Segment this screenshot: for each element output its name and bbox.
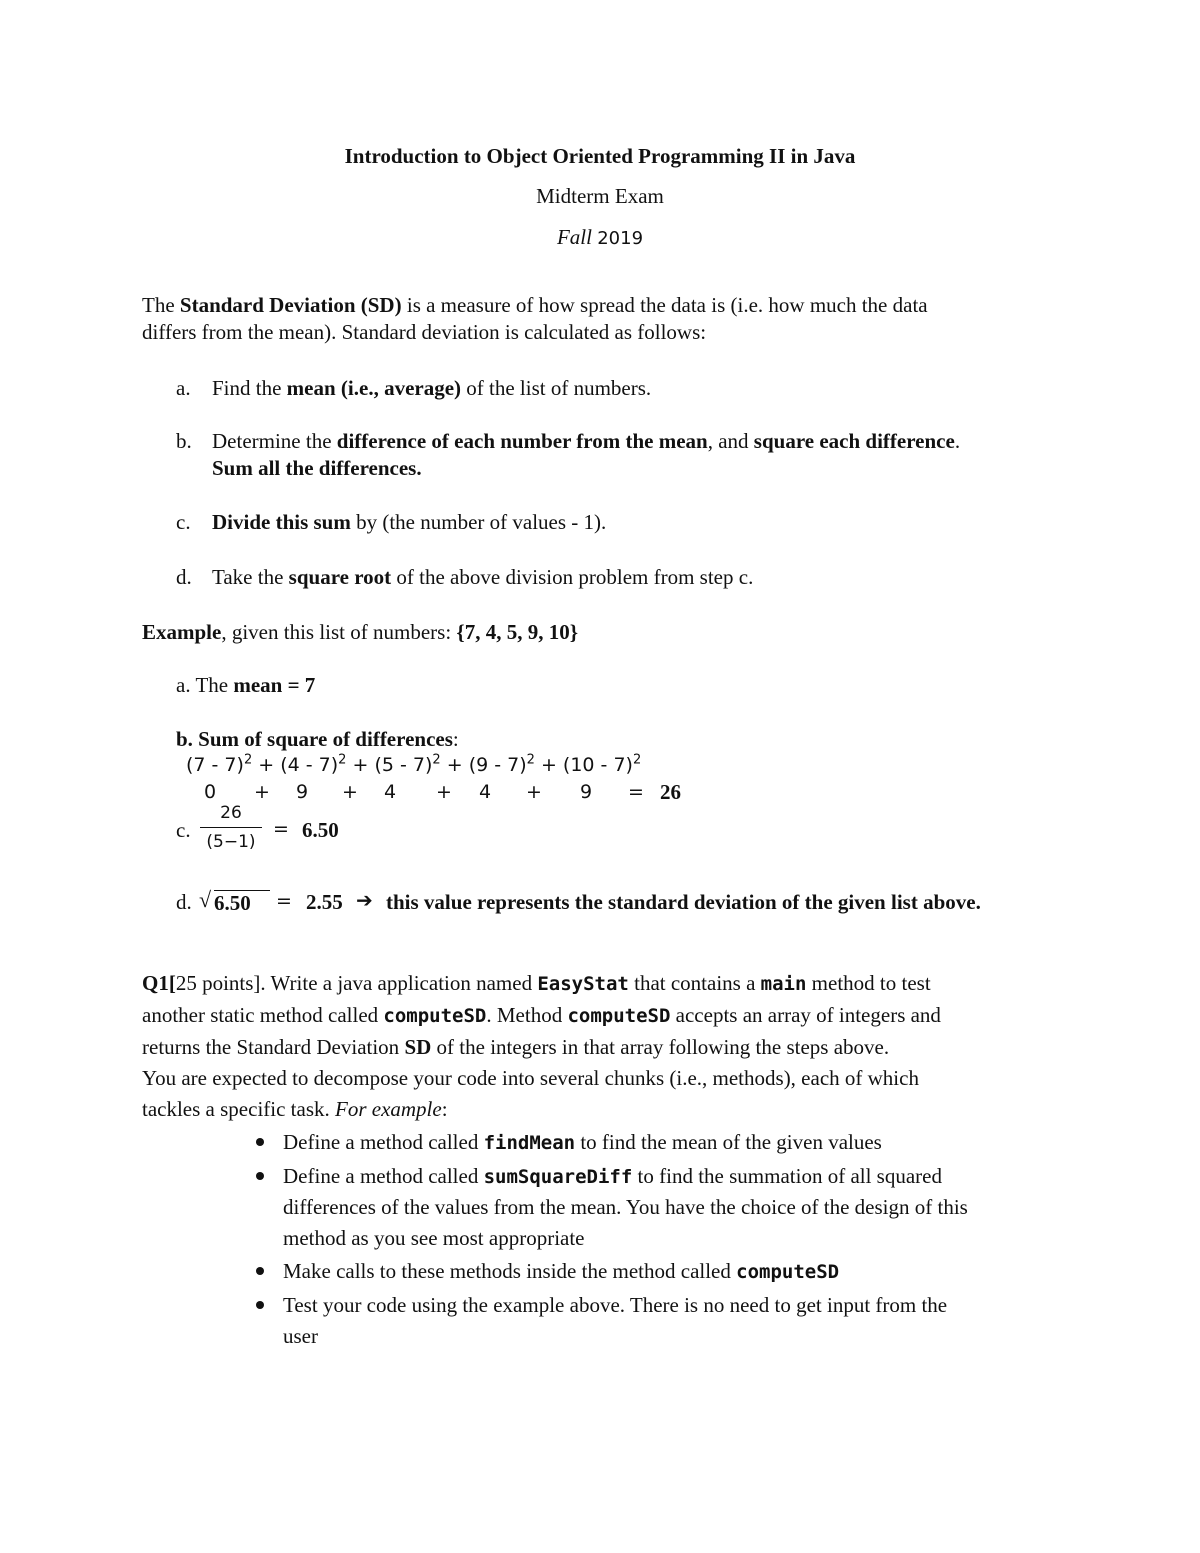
intro-line-2: differs from the mean). Standard deviation is calculated as follows: — [142, 320, 707, 344]
fraction-denominator: (5−1) — [206, 832, 256, 852]
step-a-pre: Find the — [212, 376, 287, 400]
step-c-post: by (the number of values - 1). — [350, 510, 607, 534]
q1-line3-pre: returns the Standard Deviation — [142, 1035, 405, 1059]
example-mean-value: mean = 7 — [233, 673, 316, 697]
q1-line-2 — [142, 1003, 941, 1028]
bullet-2-line2: differences of the values from the mean. You have the choice of the design of this — [283, 1195, 968, 1219]
fraction-numerator: 26 — [220, 803, 242, 823]
bullet-4-text: Test your code using the example above. There is no need to get input from the — [283, 1293, 948, 1317]
bullet-3-text: Make calls to these methods inside the method called computeSD — [283, 1259, 840, 1283]
value-9b: 9 — [580, 781, 593, 803]
q1-line1-mid: that contains a — [628, 971, 761, 995]
example-list: {7, 4, 5, 9, 10} — [456, 620, 578, 644]
value-plus-3: + — [436, 781, 452, 803]
differences-values — [0, 781, 1200, 807]
q1-class-name: EasyStat — [537, 973, 629, 995]
bullet-2-line3: method as you see most appropriate — [283, 1226, 585, 1250]
bullet-4-line2: user — [283, 1324, 318, 1348]
intro-text: The — [142, 293, 180, 317]
diff-term-3: + (5 - 7)$^2$ — [352, 752, 441, 776]
differences-expression — [186, 754, 641, 776]
exam-subtitle: Midterm Exam — [536, 184, 664, 208]
q1-bracket: [ — [168, 971, 176, 995]
sd-conclusion: this value represents the standard deviation of the given list above. — [386, 890, 981, 914]
step-b-bold1: difference of each number from the mean — [336, 429, 708, 453]
exam-term — [0, 225, 1200, 250]
q1-line5-pre: tackles a specific task. — [142, 1097, 335, 1121]
value-4a: 4 — [384, 781, 397, 803]
code-findmean: findMean — [483, 1132, 576, 1154]
step-c-marker: c. — [176, 510, 191, 534]
sqrt-sign: √ — [199, 887, 212, 912]
step-b-text — [212, 429, 960, 454]
q1-line1-end: method to test — [806, 971, 931, 995]
sqrt-result: 2.55 — [306, 890, 343, 914]
sqrt-equals: = — [276, 890, 292, 912]
q1-line2-pre: another static method called — [142, 1003, 384, 1027]
bullet-icon — [256, 1172, 264, 1180]
example-mean-pre: a. The — [176, 673, 234, 697]
value-equals: = — [628, 781, 644, 803]
value-plus-4: + — [526, 781, 542, 803]
bullet-1-text: Define a method called findMean to find the mean of the given values — [283, 1130, 882, 1154]
q1-sd: SD — [404, 1035, 432, 1059]
example-d-marker: d. — [176, 890, 192, 914]
bullet-icon — [256, 1267, 264, 1275]
q1-line-1 — [142, 971, 931, 996]
example-c-marker: c. — [176, 818, 191, 842]
q1-method-computesd-2: computeSD — [567, 1005, 671, 1027]
q1-method-computesd-1: computeSD — [383, 1005, 487, 1027]
q1-line3-end: of the integers in that array following the steps above. — [431, 1035, 890, 1059]
diff-term-1: (7 - 7)$^2$ — [186, 752, 253, 776]
step-a-marker: a. — [176, 376, 191, 400]
value-sum: 26 — [660, 780, 681, 804]
example-sum-label: b. Sum of square of differences — [176, 727, 453, 751]
diff-term-2: + (4 - 7)$^2$ — [258, 752, 347, 776]
q1-line-5 — [142, 1097, 448, 1122]
step-d-marker: d. — [176, 565, 192, 589]
document-title: Introduction to Object Oriented Programming II in Java — [344, 144, 856, 168]
example-heading — [142, 620, 578, 645]
step-a-text — [212, 376, 651, 401]
diff-term-5: + (10 - 7)$^2$ — [540, 752, 642, 776]
value-plus-1: + — [254, 781, 270, 803]
fraction-equals: = — [273, 818, 289, 840]
step-b-line2: Sum all the differences. — [212, 456, 422, 480]
example-mean — [176, 673, 315, 698]
example-sum-colon: : — [452, 727, 459, 751]
step-d-post: of the above division problem from step c. — [391, 565, 754, 589]
step-b-pre: Determine the — [212, 429, 337, 453]
q1-label: Q1 — [142, 971, 169, 995]
example-sum-heading — [176, 727, 459, 752]
fraction-result: 6.50 — [302, 818, 339, 842]
q1-line2-mid: . Method — [486, 1003, 568, 1027]
term-season: Fall — [556, 225, 592, 249]
code-computesd: computeSD — [736, 1261, 840, 1283]
value-0: 0 — [204, 781, 217, 803]
q1-for-example: For example — [335, 1097, 442, 1121]
q1-points-text: 25 points]. Write a java application named — [175, 971, 538, 995]
q1-line-4: You are expected to decompose your code into several chunks (i.e., methods), each of which — [142, 1066, 919, 1090]
code-sumsquarediff: sumSquareDiff — [483, 1166, 633, 1188]
example-label: Example — [142, 620, 222, 644]
q1-line5-end: : — [441, 1097, 448, 1121]
fraction-bar — [200, 827, 262, 828]
term-year: 2019 — [597, 228, 644, 249]
bullet-icon — [256, 1138, 264, 1146]
step-b-post: . — [954, 429, 961, 453]
q1-main: main — [760, 973, 807, 995]
q1-line2-end: accepts an array of integers and — [670, 1003, 941, 1027]
step-c-bold: Divide this sum — [212, 510, 351, 534]
step-a-post: of the list of numbers. — [461, 376, 652, 400]
bullet-2-text: Define a method called sumSquareDiff to find the summation of all squared — [283, 1164, 942, 1188]
step-c-text — [212, 510, 606, 535]
value-9a: 9 — [296, 781, 309, 803]
intro-text-rest: is a measure of how spread the data is (i.e. how much the data — [401, 293, 928, 317]
example-text: , given this list of numbers: — [221, 620, 457, 644]
step-b-mid: , and — [707, 429, 754, 453]
intro-sd-term: Standard Deviation (SD) — [179, 293, 402, 317]
sqrt-radicand: 6.50 — [214, 890, 270, 916]
diff-term-4: + (9 - 7)$^2$ — [446, 752, 535, 776]
q1-line-3 — [142, 1035, 889, 1060]
value-plus-2: + — [342, 781, 358, 803]
intro-line-1 — [142, 293, 928, 318]
step-d-text — [212, 565, 753, 590]
step-d-bold: square root — [288, 565, 392, 589]
step-a-bold: mean (i.e., average) — [286, 376, 462, 400]
step-b-marker: b. — [176, 429, 192, 453]
right-arrow-icon: ➔ — [356, 888, 373, 912]
step-d-pre: Take the — [212, 565, 289, 589]
bullet-icon — [256, 1301, 264, 1309]
step-b-bold2: square each difference — [753, 429, 955, 453]
value-4b: 4 — [479, 781, 492, 803]
